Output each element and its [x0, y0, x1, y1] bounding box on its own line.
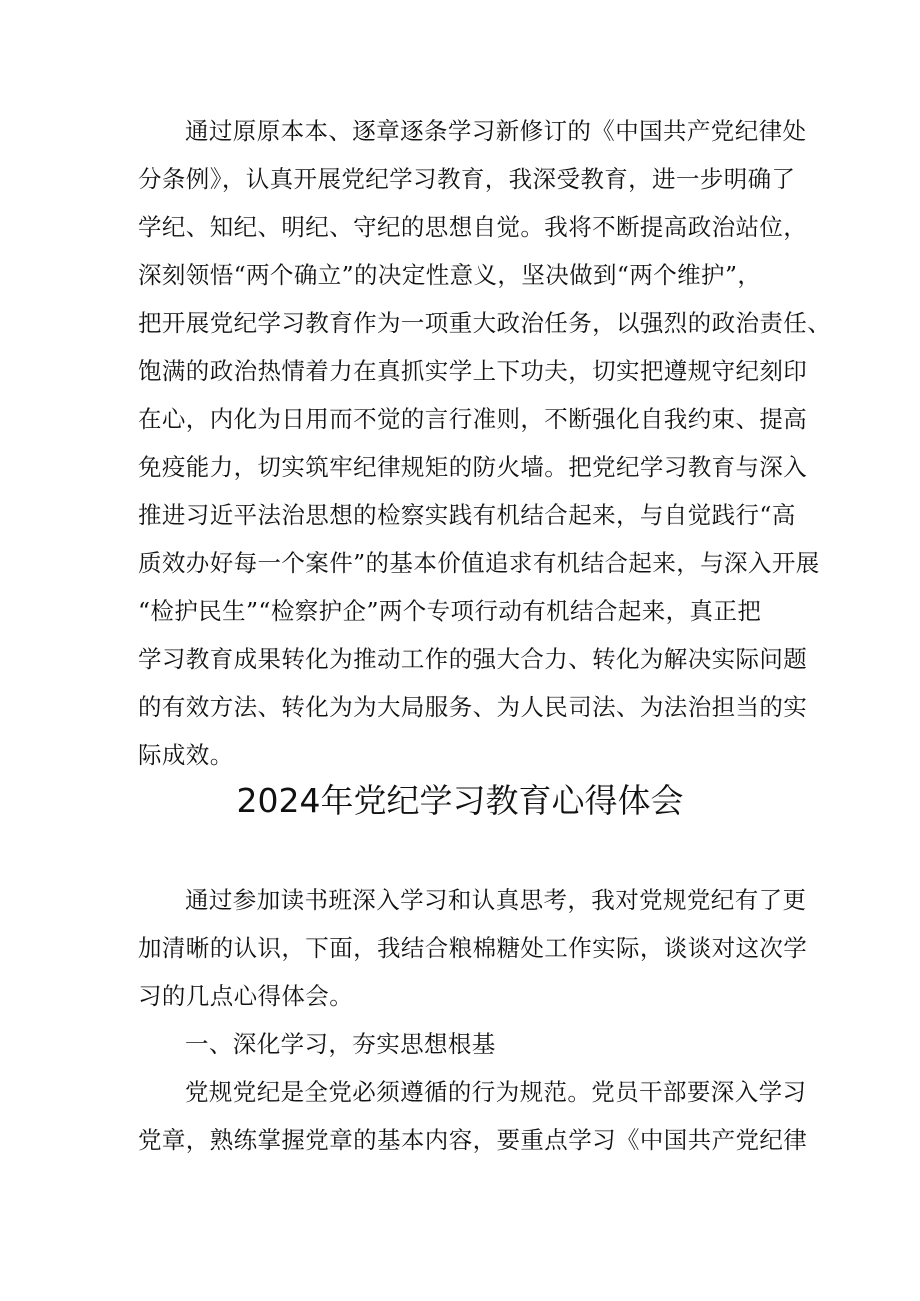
text-line: 把开展党纪学习教育作为一项重大政治任务，以强烈的政治责任、 [138, 309, 832, 337]
text-line: 际成效。 [138, 741, 234, 769]
text-line: 党章，熟练掌握党章的基本内容，要重点学习《中国共产党纪律 [138, 1126, 808, 1154]
section-heading: 一、深化学习，夯实思想根基 [185, 1030, 496, 1058]
text-line: 习的几点心得体会。 [138, 982, 354, 1010]
text-line: 分条例》，认真开展党纪学习教育，我深受教育，进一步明确了 [138, 165, 796, 193]
text-line: 深刻领悟“两个确立”的决定性意义，坚决做到“两个维护”， [138, 261, 762, 289]
text-line: 通过参加读书班深入学习和认真思考，我对党规党纪有了更 [185, 886, 807, 914]
paragraph-1 [138, 107, 832, 779]
text-line: 的有效方法、转化为为大局服务、为人民司法、为法治担当的实 [138, 693, 808, 721]
text-line: 学习教育成果转化为推动工作的强大合力、转化为解决实际问题 [138, 645, 808, 673]
text-line: 质效办好每一个案件”的基本价值追求有机结合起来，与深入开展 [138, 549, 820, 577]
text-line: 通过原原本本、逐章逐条学习新修订的《中国共产党纪律处 [185, 117, 807, 145]
text-line: 免疫能力，切实筑牢纪律规矩的防火墙。把党纪学习教育与深入 [138, 453, 808, 481]
text-line: 饱满的政治热情着力在真抓实学上下功夫，切实把遵规守纪刻印 [138, 357, 808, 385]
paragraph-2 [138, 876, 808, 1164]
text-line: 推进习近平法治思想的检察实践有机结合起来，与自觉践行“高 [138, 501, 796, 529]
text-line: 学纪、知纪、明纪、守纪的思想自觉。我将不断提高政治站位， [138, 213, 808, 241]
text-line: 在心，内化为日用而不觉的言行准则，不断强化自我约束、提高 [138, 405, 808, 433]
document-title: 2024年党纪学习教育心得体会 [236, 781, 684, 820]
text-line: “检护民生”“检察护企”两个专项行动有机结合起来，真正把 [138, 597, 762, 625]
text-line: 党规党纪是全党必须遵循的行为规范。党员干部要深入学习 [185, 1078, 807, 1106]
text-line: 加清晰的认识，下面，我结合粮棉糖处工作实际，谈谈对这次学 [138, 934, 808, 962]
